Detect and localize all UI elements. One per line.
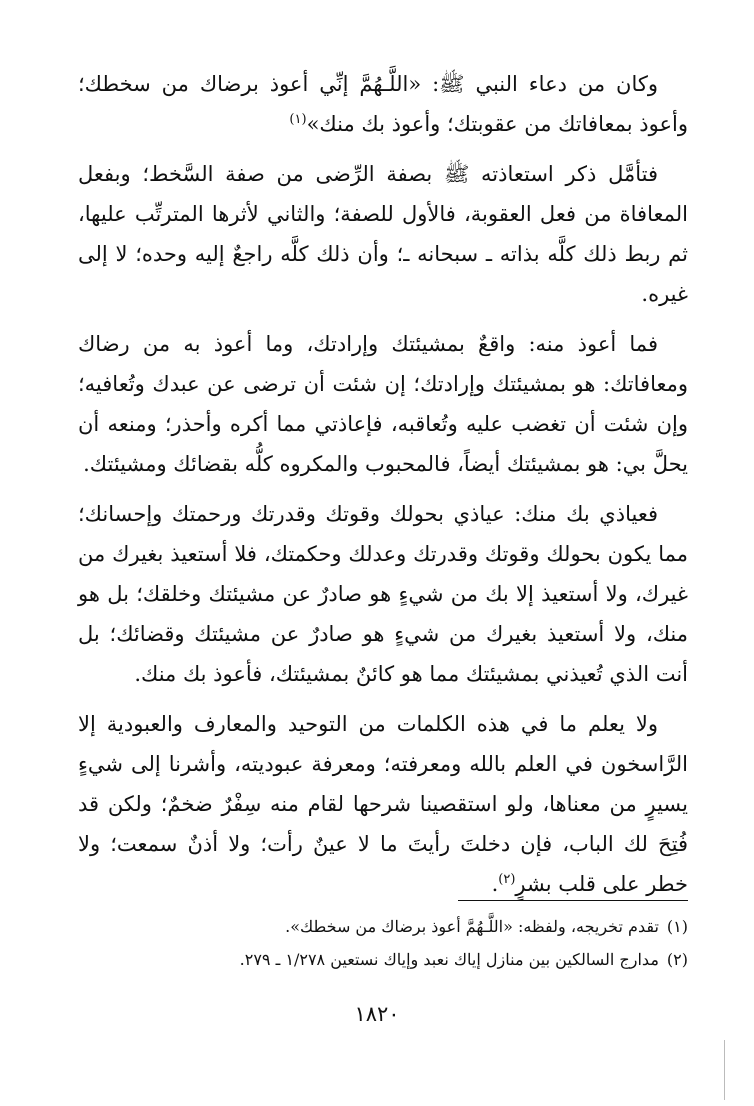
paragraph-4 [78, 494, 688, 694]
paragraph-text: ولا يعلم ما في هذه الكلمات من التوحيد والمعارف والعبودية إلا الرَّاسخون في العلم بالله ومعرفته؛ ومعرفة عبوديته، وأشرنا إلى شيءٍ يسيرٍ من معناها، ولو استقصينا شرحها لقام منه سِفْرٌ ضخمٌ؛ ولكن قد فُتِحَ لك الباب، فإن دخلتَ رأيتَ ما لا عينٌ رأت؛ ولا أذنٌ سمعت؛ ولا خطر على قلب بشرٍ [78, 712, 688, 896]
paragraph-2 [78, 154, 688, 314]
page-number: ١٨٢٠ [354, 1002, 400, 1026]
footnote-number: (١) [666, 917, 688, 936]
paragraph-text: وكان من دعاء النبي ﷺ: «اللَّـهُمَّ إنِّي أعوذ برضاك من سخطك؛ وأعوذ بمعافاتك من عقوبتك؛ وأعوذ بك منك» [78, 72, 688, 136]
paragraph-text: فتأمَّل ذكر استعاذته ﷺ بصفة الرِّضى من صفة السَّخط؛ وبفعل المعافاة من فعل العقوبة، فالأول للصفة؛ والثاني لأثرها المترتِّب عليها، ثم ربط ذلك كلَّه بذاته ـ سبحانه ـ؛ وأن ذلك كلَّه راجعٌ إليه وحده؛ لا إلى غيره. [78, 162, 688, 306]
footnote-2 [78, 943, 688, 976]
footnote-ref-1[interactable]: (١) [289, 112, 307, 127]
paragraph-text: فعياذي بك منك: عياذي بحولك وقوتك وقدرتك ورحمتك وإحسانك؛ مما يكون بحولك وقوتك وقدرتك وعدلك وحكمتك، فلا أستعيذ بغيرك من غيرك، ولا أستعيذ إلا بك من شيءٍ هو صادرٌ عن مشيئتك وخلقك؛ بل هو منك، ولا أستعيذ بغيرك من شيءٍ هو صادرٌ عن مشيئتك وقضائك؛ بل أنت الذي تُعيذني بمشيئتك مما هو كائنٌ بمشيئتك، فأعوذ بك منك. [78, 502, 688, 686]
paragraph-3 [78, 324, 688, 484]
paragraph-text: فما أعوذ منه: واقعٌ بمشيئتك وإرادتك، وما أعوذ به من رضاك ومعافاتك: هو بمشيئتك وإرادتك؛ إن شئت أن ترضى عن عبدك وتُعافيه؛ وإن شئت أن تغضب عليه وتُعاقبه، فإعاذتي مما أكره وأحذر؛ ومنعه أن يحلَّ بي: هو بمشيئتك أيضاً، فالمحبوب والمكروه كلُّه بقضائك ومشيئتك. [78, 332, 688, 476]
paragraph-5: ولا يعلم ما في هذه الكلمات من التوحيد والمعارف والعبودية إلا الرَّاسخون في العلم بالله ومعرفته؛ ومعرفة عبوديته، وأشرنا إلى شيءٍ يسيرٍ من معناها، ولو استقصينا شرحها لقام منه سِفْرٌ ضخمٌ؛ ولكن قد فُتِحَ لك الباب، فإن دخلتَ رأيتَ ما لا عينٌ رأت؛ ولا أذنٌ سمعت؛ ولا خطر على قلب بشرٍ$^{(٢)}$. [78, 712, 688, 896]
footnote-ref-2[interactable]: (٢) [498, 872, 516, 887]
page-body [78, 64, 688, 914]
paragraph-1 [78, 64, 688, 144]
footnote-1 [78, 910, 688, 943]
footnote-text: تقدم تخريجه، ولفظه: «اللَّـهُمَّ أعوذ برضاك من سخطك». [285, 917, 659, 936]
footnote-separator [458, 900, 688, 901]
footnotes [78, 910, 688, 976]
footnote-number: (٢) [666, 950, 688, 969]
scan-edge-line [724, 1040, 725, 1100]
footnote-text: مدارج السالكين بين منازل إياك نعبد وإياك نستعين ١/٢٧٨ ـ ٢٧٩. [239, 950, 659, 969]
